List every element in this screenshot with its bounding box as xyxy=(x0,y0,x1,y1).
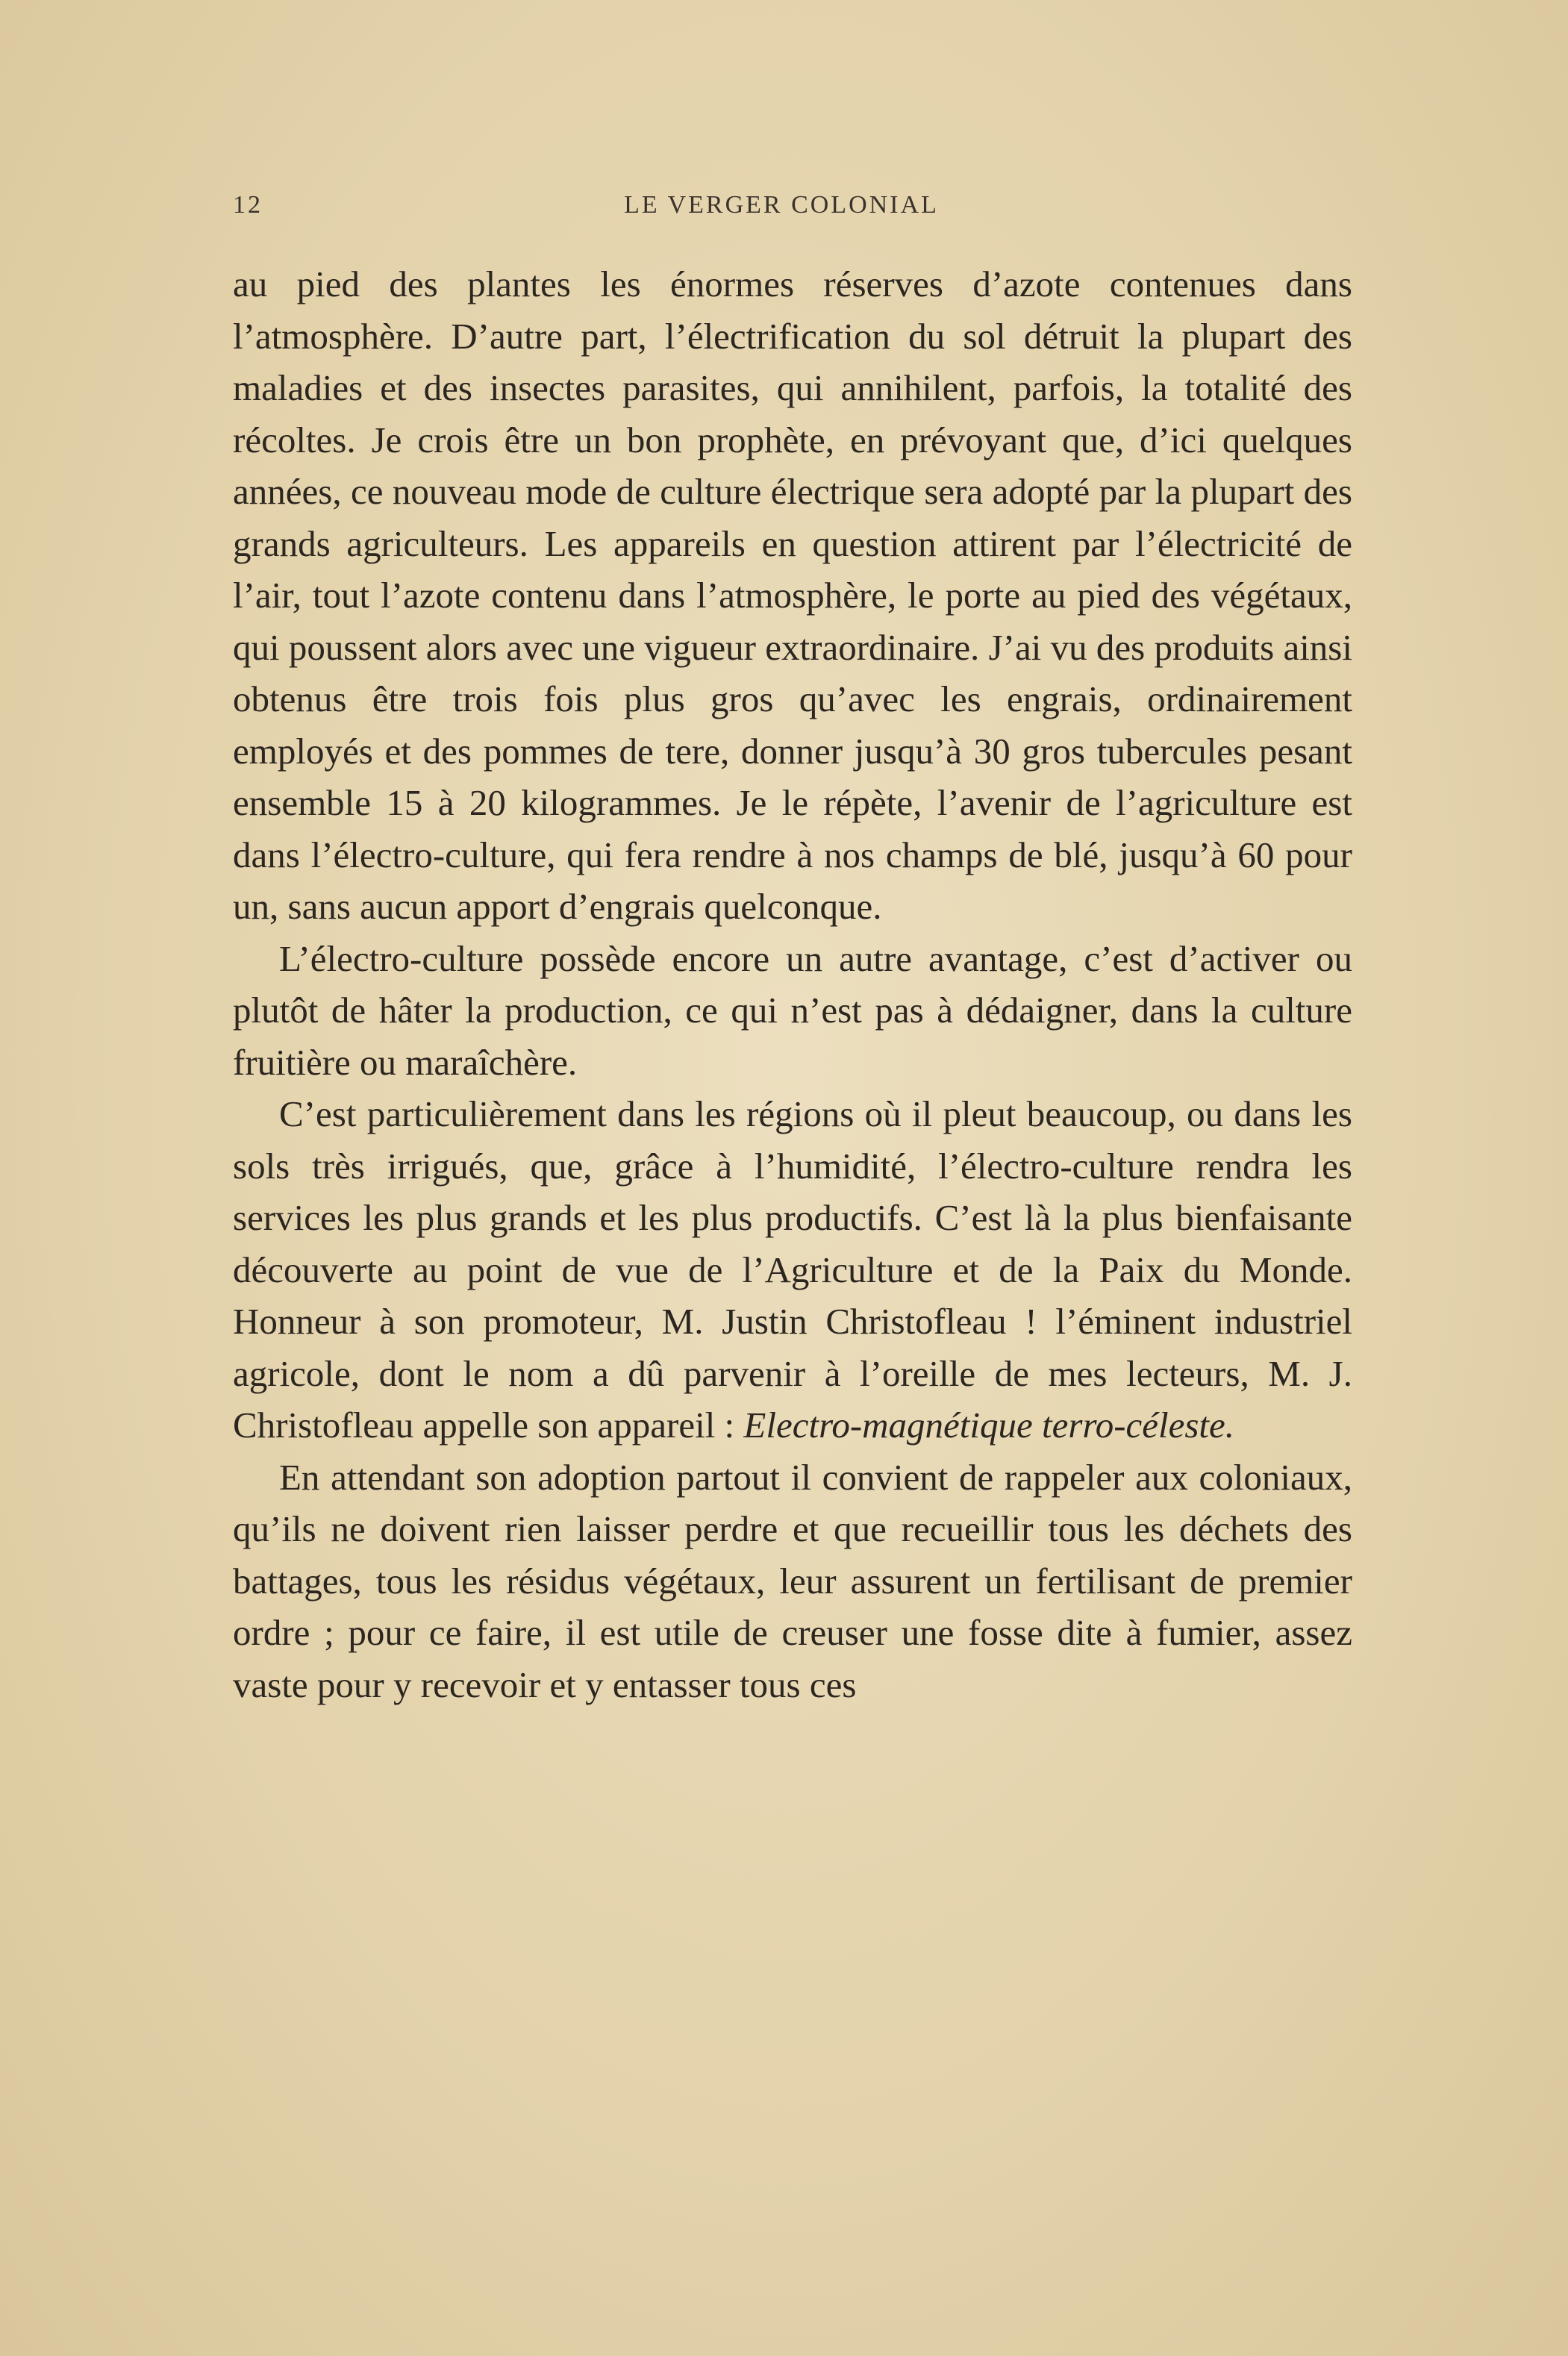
running-title: LE VERGER COLONIAL xyxy=(624,191,939,219)
paragraph-3 xyxy=(233,1088,1352,1452)
paragraph-2: L’électro-culture possède encore un autre avantage, c’est d’activer ou plutôt de hâter la production, ce qui n’est pas à dédaigner, dans la culture fruitière ou maraîchère. xyxy=(233,937,1352,1083)
running-head xyxy=(233,191,1352,228)
page-number: 12 xyxy=(233,191,263,219)
paragraph-3-text: C’est particulièrement dans les régions où il pleut beaucoup, ou dans les sols très irrigués, que, grâce à l’humidité, l’électro-culture rendra les services les plus grands et les plus productifs. C’est là la plus bienfaisante découverte au point de vue de l’Agriculture et de la Paix du Monde. Honneur à son promoteur, M. Justin Christofleau ! l’éminent industriel agricole, dont le nom a dû parvenir à l’oreille de mes lecteurs, M. J. Christofleau appelle son appareil : xyxy=(233,1093,1352,1446)
body-text xyxy=(233,258,1352,1710)
device-name: Electro-magnétique terro-céleste. xyxy=(743,1404,1235,1446)
paragraph-4: En attendant son adoption partout il convient de rappeler aux coloniaux, qu’ils ne doivent rien laisser perdre et que recueillir tous les déchets des battages, tous les résidus végétaux, leur assurent un fertilisant de premier ordre ; pour ce faire, il est utile de creuser une fosse dite à fumier, assez vaste pour y recevoir et y entasser tous ces xyxy=(233,1456,1352,1705)
paragraph-1: au pied des plantes les énormes réserves d’azote contenues dans l’atmosphère. D’autre part, l’électrification du sol détruit la plupart des maladies et des insectes parasites, qui annihilent, parfois, la totalité des récoltes. Je crois être un bon prophète, en prévoyant que, d’ici quelques années, ce nouveau mode de culture électrique sera adopté par la plupart des grands agriculteurs. Les appareils en question attirent par l’électricité de l’air, tout l’azote contenu dans l’atmosphère, le porte au pied des végétaux, qui poussent alors avec une vigueur extraordinaire. J’ai vu des produits ainsi obtenus être trois fois plus gros qu’avec les engrais, ordinairement employés et des pommes de tere, donner jusqu’à 30 gros tubercules pesant ensemble 15 à 20 kilogrammes. Je le répète, l’avenir de l’agriculture est dans l’électro-culture, qui fera rendre à nos champs de blé, jusqu’à 60 pour un, sans aucun apport d’engrais quelconque. xyxy=(233,263,1352,927)
